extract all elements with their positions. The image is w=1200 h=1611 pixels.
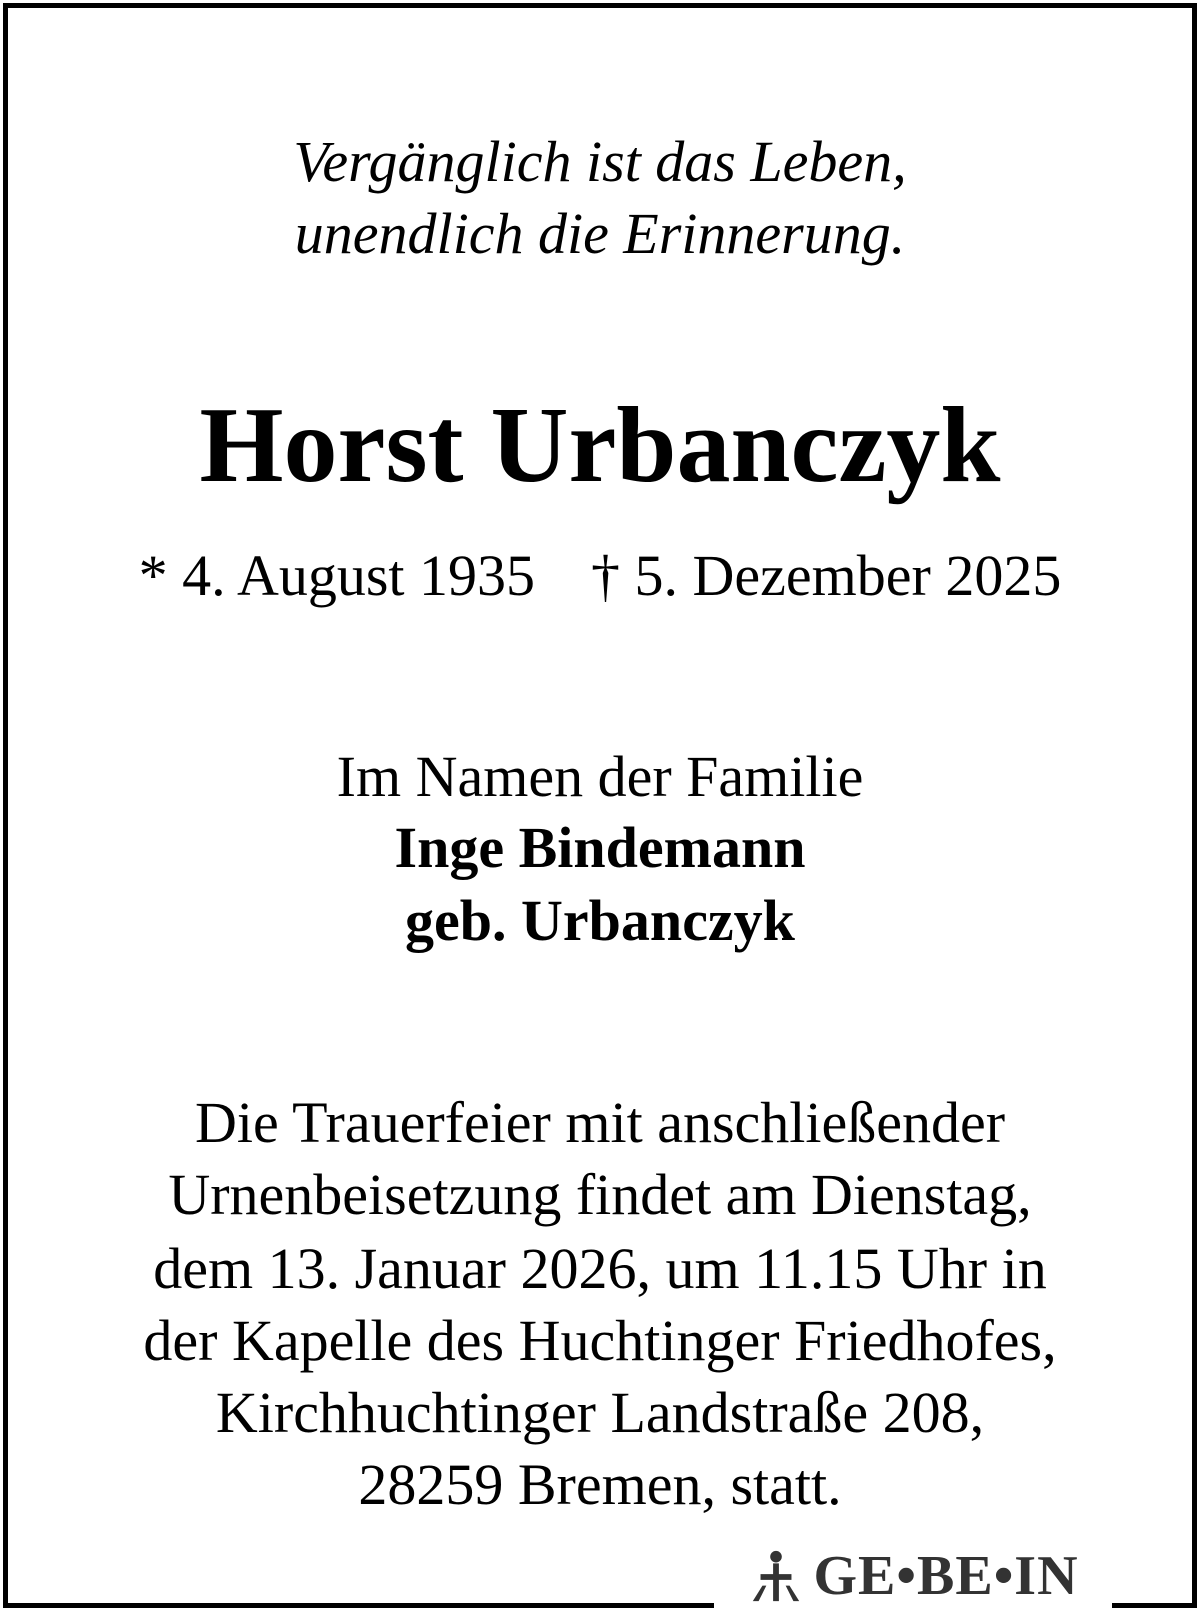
service-line-2: Urnenbeisetzung findet am Dienstag, <box>168 1162 1032 1227</box>
deceased-name: Horst Urbanczyk <box>199 386 1001 505</box>
mourner-name: Inge Bindemann <box>394 815 806 880</box>
service-line-6: 28259 Bremen, statt. <box>358 1452 842 1517</box>
motto-line-1: Vergänglich ist das Leben, <box>293 129 907 194</box>
life-dates <box>0 543 1200 608</box>
motto-line-2: unendlich die Erinnerung. <box>294 201 906 266</box>
publisher-logo-text: GE•BE•IN <box>813 1544 1079 1607</box>
service-line-1: Die Trauerfeier mit anschließender <box>194 1090 1006 1155</box>
mourner-maiden-name: geb. Urbanczyk <box>405 888 795 953</box>
death-date: † 5. Dezember 2025 <box>591 543 1062 608</box>
birth-date: * 4. August 1935 <box>138 543 536 608</box>
publisher-logo <box>714 1540 1112 1611</box>
family-intro: Im Namen der Familie <box>336 744 864 809</box>
gebein-logo-icon <box>747 1547 805 1605</box>
service-line-5: Kirchhuchtinger Landstraße 208, <box>215 1380 985 1445</box>
service-line-3: dem 13. Januar 2026, um 11.15 Uhr in <box>153 1236 1047 1301</box>
service-line-4: der Kapelle des Huchtinger Friedhofes, <box>143 1308 1057 1373</box>
